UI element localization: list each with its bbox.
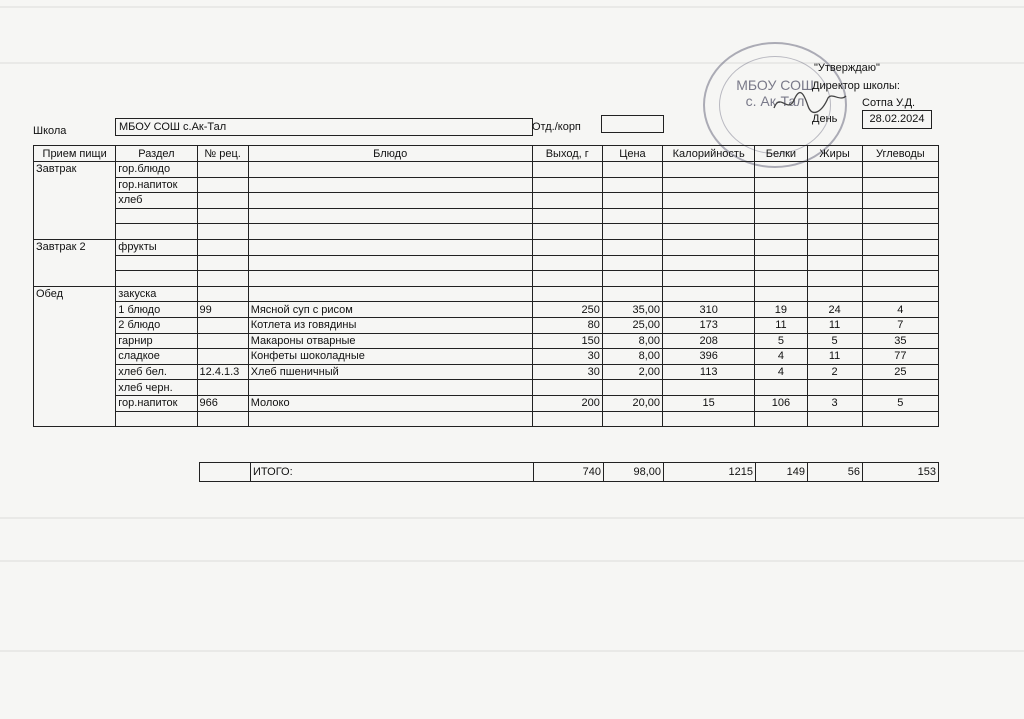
dish-cell	[248, 286, 532, 302]
section-cell: сладкое	[116, 349, 197, 365]
fat-cell: 5	[807, 333, 862, 349]
total-calories: 1215	[664, 463, 756, 482]
carbs-cell	[862, 286, 938, 302]
table-row	[34, 395, 939, 411]
carbs-cell	[862, 411, 938, 427]
fat-cell: 11	[807, 349, 862, 365]
recipe-cell	[197, 349, 248, 365]
school-label: Школа	[33, 125, 67, 137]
calories-cell: 15	[663, 395, 755, 411]
col-price: Цена	[602, 146, 662, 162]
meal-breakfast-2: Завтрак 2	[34, 239, 116, 286]
col-fat: Жиры	[807, 146, 862, 162]
table-row	[34, 317, 939, 333]
section-cell	[116, 255, 197, 271]
dept-field	[601, 115, 664, 133]
carbs-cell	[862, 380, 938, 396]
section-cell: фрукты	[116, 239, 197, 255]
approval-position: Директор школы:	[812, 80, 900, 92]
dish-cell: Макароны отварные	[248, 333, 532, 349]
col-calories: Калорийность	[663, 146, 755, 162]
menu-date: 28.02.2024	[862, 110, 932, 129]
section-cell	[116, 224, 197, 240]
fat-cell	[807, 380, 862, 396]
calories-cell: 396	[663, 349, 755, 365]
recipe-cell	[197, 333, 248, 349]
carbs-cell: 35	[862, 333, 938, 349]
table-row	[34, 193, 939, 209]
col-carbs: Углеводы	[862, 146, 938, 162]
day-label: День	[812, 113, 838, 125]
section-cell: 1 блюдо	[116, 302, 197, 318]
table-row	[34, 302, 939, 318]
fat-cell: 3	[807, 395, 862, 411]
protein-cell: 106	[755, 395, 807, 411]
section-cell: гор.блюдо	[116, 162, 197, 178]
section-cell: гор.напиток	[116, 395, 197, 411]
table-row	[34, 177, 939, 193]
protein-cell	[755, 411, 807, 427]
protein-cell	[755, 286, 807, 302]
dish-cell: Молоко	[248, 395, 532, 411]
col-dish: Блюдо	[248, 146, 532, 162]
section-cell	[116, 411, 197, 427]
protein-cell: 11	[755, 317, 807, 333]
stamp-line-1: МБОУ СОШ	[736, 77, 814, 93]
recipe-cell	[197, 380, 248, 396]
price-cell	[602, 286, 662, 302]
calories-cell: 173	[663, 317, 755, 333]
output-cell: 200	[532, 395, 602, 411]
price-cell: 2,00	[602, 364, 662, 380]
fat-cell: 2	[807, 364, 862, 380]
total-table	[199, 462, 939, 482]
calories-cell	[663, 286, 755, 302]
scan-artifact	[0, 650, 1024, 652]
dept-label: Отд./корп	[532, 121, 581, 133]
dish-cell: Хлеб пшеничный	[248, 364, 532, 380]
section-cell	[116, 271, 197, 287]
output-cell: 150	[532, 333, 602, 349]
table-row	[34, 333, 939, 349]
total-output: 740	[534, 463, 604, 482]
calories-cell: 113	[663, 364, 755, 380]
section-cell: гарнир	[116, 333, 197, 349]
calories-cell	[663, 411, 755, 427]
dish-cell: Мясной суп с рисом	[248, 302, 532, 318]
section-cell: хлеб	[116, 193, 197, 209]
fat-cell	[807, 411, 862, 427]
recipe-cell	[197, 411, 248, 427]
protein-cell: 19	[755, 302, 807, 318]
meal-lunch: Обед	[34, 286, 116, 426]
protein-cell: 4	[755, 349, 807, 365]
school-name-field: МБОУ СОШ с.Ак-Тал	[115, 118, 533, 136]
price-cell	[602, 380, 662, 396]
col-section: Раздел	[116, 146, 197, 162]
protein-cell	[755, 380, 807, 396]
scan-artifact	[0, 560, 1024, 562]
col-meal: Прием пищи	[34, 146, 116, 162]
recipe-cell: 12.4.1.3	[197, 364, 248, 380]
calories-cell	[663, 380, 755, 396]
section-cell: закуска	[116, 286, 197, 302]
total-carbs: 153	[863, 463, 939, 482]
section-cell: гор.напиток	[116, 177, 197, 193]
director-name: Сотпа У.Д.	[862, 97, 916, 109]
section-cell: хлеб бел.	[116, 364, 197, 380]
carbs-cell: 7	[862, 317, 938, 333]
section-cell	[116, 208, 197, 224]
total-protein: 149	[756, 463, 808, 482]
calories-cell: 208	[663, 333, 755, 349]
approval-title: "Утверждаю"	[814, 62, 880, 74]
col-output: Выход, г	[532, 146, 602, 162]
price-cell: 8,00	[602, 333, 662, 349]
table-row	[34, 239, 939, 255]
col-protein: Белки	[755, 146, 807, 162]
table-row	[34, 224, 939, 240]
protein-cell: 5	[755, 333, 807, 349]
recipe-cell	[197, 317, 248, 333]
price-cell: 20,00	[602, 395, 662, 411]
recipe-cell: 966	[197, 395, 248, 411]
scan-artifact	[0, 517, 1024, 519]
meal-breakfast: Завтрак	[34, 162, 116, 240]
table-header-row	[34, 146, 939, 162]
dish-cell: Котлета из говядины	[248, 317, 532, 333]
fat-cell	[807, 286, 862, 302]
table-row	[34, 271, 939, 287]
output-cell	[532, 411, 602, 427]
fat-cell: 11	[807, 317, 862, 333]
total-row	[200, 463, 939, 482]
section-cell: хлеб черн.	[116, 380, 197, 396]
table-row	[34, 411, 939, 427]
dish-cell: Конфеты шоколадные	[248, 349, 532, 365]
total-label: ИТОГО:	[251, 463, 534, 482]
table-row	[34, 208, 939, 224]
output-cell: 30	[532, 349, 602, 365]
price-cell: 8,00	[602, 349, 662, 365]
dish-cell	[248, 411, 532, 427]
output-cell: 30	[532, 364, 602, 380]
total-fat: 56	[808, 463, 863, 482]
director-signature	[770, 88, 850, 118]
carbs-cell: 4	[862, 302, 938, 318]
output-cell	[532, 380, 602, 396]
scan-artifact	[0, 6, 1024, 8]
dish-cell	[248, 380, 532, 396]
table-row	[34, 349, 939, 365]
table-row	[34, 162, 939, 178]
price-cell: 25,00	[602, 317, 662, 333]
table-row	[34, 364, 939, 380]
stamp-line-2: с. Ак-Тал	[745, 93, 805, 109]
output-cell: 80	[532, 317, 602, 333]
total-price: 98,00	[604, 463, 664, 482]
price-cell	[602, 411, 662, 427]
carbs-cell: 77	[862, 349, 938, 365]
recipe-cell: 99	[197, 302, 248, 318]
col-recipe: № рец.	[197, 146, 248, 162]
section-cell: 2 блюдо	[116, 317, 197, 333]
table-row	[34, 255, 939, 271]
protein-cell: 4	[755, 364, 807, 380]
table-row	[34, 286, 939, 302]
carbs-cell: 25	[862, 364, 938, 380]
recipe-cell	[197, 286, 248, 302]
output-cell: 250	[532, 302, 602, 318]
output-cell	[532, 286, 602, 302]
menu-table	[33, 145, 939, 427]
fat-cell: 24	[807, 302, 862, 318]
carbs-cell: 5	[862, 395, 938, 411]
table-row	[34, 380, 939, 396]
calories-cell: 310	[663, 302, 755, 318]
price-cell: 35,00	[602, 302, 662, 318]
